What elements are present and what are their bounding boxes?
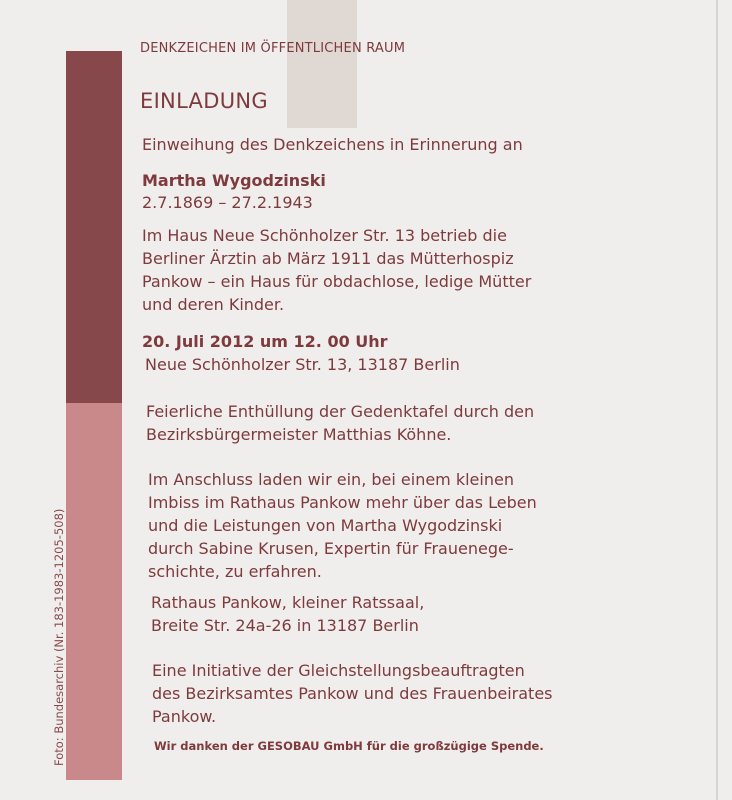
sponsor-thanks: Wir danken der GESOBAU GmbH für die großzügige Spende. [154, 739, 544, 753]
description-block [142, 224, 531, 316]
text-line: Im Haus Neue Schönholzer Str. 13 betrieb die [142, 226, 507, 245]
text-line: Bezirksbürgermeister Matthias Köhne. [146, 425, 452, 444]
text-line: Imbiss im Rathaus Pankow mehr über das Leben [148, 493, 537, 512]
event-address: Neue Schönholzer Str. 13, 13187 Berlin [145, 355, 460, 374]
tape-strip [287, 0, 357, 128]
text-line: Pankow – ein Haus für obdachlose, ledige Mütter [142, 272, 532, 291]
accent-bar-light [66, 403, 122, 780]
card-edge [716, 0, 718, 800]
photo-credit: Foto: Bundesarchiv (Nr. 183-1983-1205-508) [52, 508, 66, 766]
intro-text: Einweihung des Denkzeichens in Erinnerung an [142, 135, 523, 154]
person-name: Martha Wygodzinski [142, 171, 326, 190]
text-line: Rathaus Pankow, kleiner Ratssaal, [151, 593, 425, 612]
series-header: DENKZEICHEN IM ÖFFENTLICHEN RAUM [140, 41, 406, 56]
page-title: EINLADUNG [140, 89, 268, 113]
text-line: durch Sabine Krusen, Expertin für Frauenege- [148, 539, 514, 558]
initiative-block [152, 659, 553, 728]
text-line: Pankow. [152, 707, 217, 726]
event-datetime: 20. Juli 2012 um 12. 00 Uhr [142, 332, 388, 351]
text-line: Feierliche Enthüllung der Gedenktafel durch den [146, 402, 535, 421]
text-line: Eine Initiative der Gleichstellungsbeauftragten [152, 661, 525, 680]
person-dates: 2.7.1869 – 27.2.1943 [142, 193, 313, 212]
text-line: Breite Str. 24a-26 in 13187 Berlin [151, 616, 419, 635]
invitation-block [148, 468, 537, 583]
accent-bar-dark [66, 51, 122, 403]
text-line: Berliner Ärztin ab März 1911 das Mütterhospiz [142, 249, 514, 268]
text-line: Im Anschluss laden wir ein, bei einem kleinen [148, 470, 514, 489]
venue-block [151, 591, 424, 637]
text-line: und deren Kinder. [142, 295, 285, 314]
unveiling-block [146, 400, 534, 446]
text-line: und die Leistungen von Martha Wygodzinski [148, 516, 503, 535]
text-line: des Bezirksamtes Pankow und des Frauenbeirates [152, 684, 553, 703]
text-line: schichte, zu erfahren. [148, 562, 322, 581]
